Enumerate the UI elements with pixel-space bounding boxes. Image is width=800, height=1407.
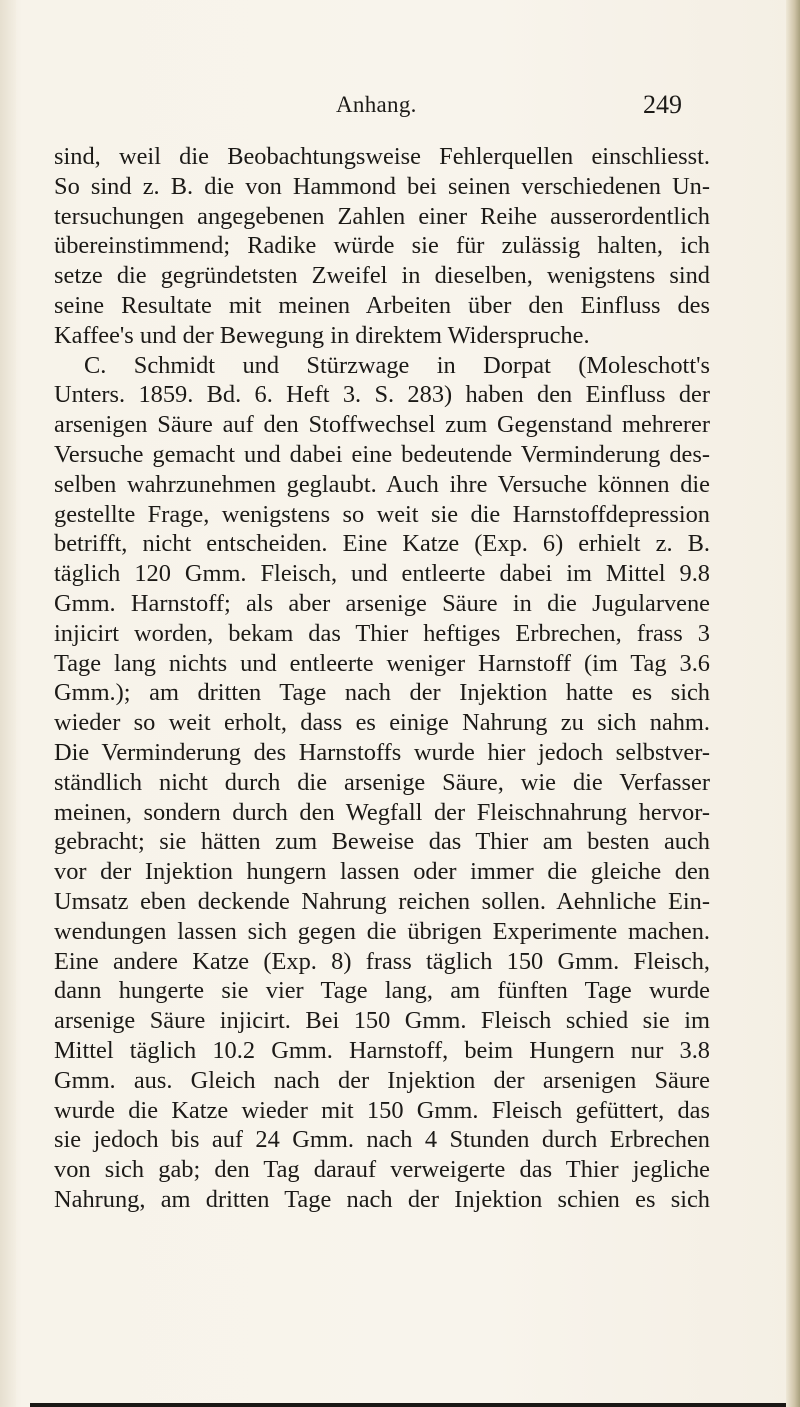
text-line: gebracht; sie hätten zum Beweise das Thier am besten auch: [54, 828, 710, 856]
text-line: Nahrung, am dritten Tage nach der Injektion schien es sich: [54, 1185, 710, 1213]
text-line: Gmm. Harnstoff; als aber arsenige Säure in die Jugularvene: [54, 589, 710, 617]
text-line: So sind z. B. die von Hammond bei seinen verschiedenen Un-: [54, 172, 710, 200]
text-line: Tage lang nichts und entleerte weniger Harnstoff (im Tag 3.6: [54, 649, 710, 677]
text-line: Gmm. aus. Gleich nach der Injektion der arsenigen Säure: [54, 1066, 710, 1094]
text-line: injicirt worden, bekam das Thier heftiges Erbrechen, frass 3: [54, 619, 710, 647]
text-line: sind, weil die Beobachtungsweise Fehlerquellen einschliesst.: [54, 143, 710, 170]
text-line: Gmm.); am dritten Tage nach der Injektion hatte es sich: [54, 679, 710, 707]
text-line: täglich 120 Gmm. Fleisch, und entleerte dabei im Mittel 9.8: [54, 560, 710, 588]
text-line: wurde die Katze wieder mit 150 Gmm. Fleisch gefüttert, das: [54, 1096, 710, 1124]
text-line: Umsatz eben deckende Nahrung reichen sollen. Aehnliche Ein-: [54, 887, 710, 915]
page-edge-right: [786, 0, 800, 1407]
page-header: [0, 92, 800, 132]
text-line: gestellte Frage, wenigstens so weit sie die Harnstoffdepression: [54, 500, 710, 528]
body-text: [54, 142, 710, 1215]
text-line: vor der Injektion hungern lassen oder immer die gleiche den: [54, 858, 710, 886]
running-head: Anhang.: [336, 92, 417, 117]
text-line: übereinstimmend; Radike würde sie für zulässig halten, ich: [54, 232, 710, 260]
text-line: Eine andere Katze (Exp. 8) frass täglich 150 Gmm. Fleisch,: [54, 947, 710, 975]
text-line: selben wahrzunehmen geglaubt. Auch ihre Versuche können die: [54, 470, 710, 498]
text-line: sie jedoch bis auf 24 Gmm. nach 4 Stunden durch Erbrechen: [54, 1126, 710, 1154]
bottom-edge-rule: [30, 1403, 786, 1407]
page-gutter-left: [0, 0, 16, 1407]
text-line: arsenige Säure injicirt. Bei 150 Gmm. Fleisch schied sie im: [54, 1007, 710, 1035]
text-line: meinen, sondern durch den Wegfall der Fleischnahrung hervor-: [54, 798, 710, 826]
text-line: Die Verminderung des Harnstoffs wurde hier jedoch selbstver-: [54, 738, 710, 766]
text-line: Kaffee's und der Bewegung in direktem Widerspruche.: [54, 321, 590, 349]
text-line: Versuche gemacht und dabei eine bedeutende Verminderung des-: [54, 440, 710, 468]
text-line: wendungen lassen sich gegen die übrigen Experimente machen.: [54, 917, 710, 945]
text-line: Unters. 1859. Bd. 6. Heft 3. S. 283) haben den Einfluss der: [54, 381, 710, 409]
text-line: von sich gab; den Tag darauf verweigerte das Thier jegliche: [54, 1156, 710, 1184]
page-number: 249: [643, 90, 682, 119]
text-line: tersuchungen angegebenen Zahlen einer Reihe ausserordentlich: [54, 202, 710, 230]
text-line: seine Resultate mit meinen Arbeiten über den Einfluss des: [54, 291, 710, 319]
text-line: setze die gegründetsten Zweifel in dieselben, wenigstens sind: [54, 262, 710, 290]
text-line: dann hungerte sie vier Tage lang, am fünften Tage wurde: [54, 977, 710, 1005]
text-line: arsenigen Säure auf den Stoffwechsel zum Gegenstand mehrerer: [54, 411, 710, 439]
text-line: C. Schmidt und Stürzwage in Dorpat (Moleschott's: [84, 351, 710, 379]
text-line: Mittel täglich 10.2 Gmm. Harnstoff, beim Hungern nur 3.8: [54, 1036, 710, 1064]
text-line: ständlich nicht durch die arsenige Säure, wie die Verfasser: [54, 768, 710, 796]
text-line: betrifft, nicht entscheiden. Eine Katze (Exp. 6) erhielt z. B.: [54, 530, 710, 558]
text-line: wieder so weit erholt, dass es einige Nahrung zu sich nahm.: [54, 709, 710, 737]
